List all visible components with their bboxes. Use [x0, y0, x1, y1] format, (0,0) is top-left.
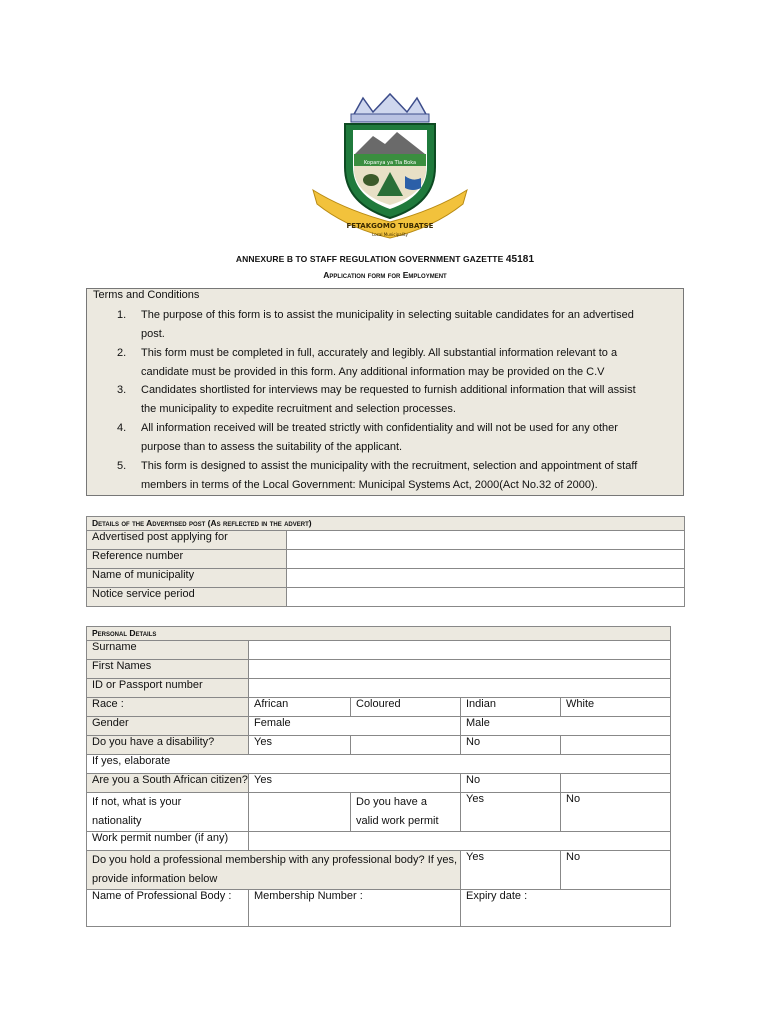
- label-professional-line1: Do you hold a professional membership with any professional body? If yes,: [92, 854, 458, 866]
- label-work-permit: [351, 793, 461, 832]
- municipality-field[interactable]: [287, 569, 685, 588]
- label-advertised-post: Advertised post applying for: [87, 531, 287, 550]
- professional-body-field[interactable]: [87, 890, 249, 927]
- advertised-post-field[interactable]: [287, 531, 685, 550]
- expiry-date-field[interactable]: [461, 890, 671, 927]
- work-permit-yes[interactable]: Yes: [461, 793, 561, 832]
- label-elaborate: If yes, elaborate: [92, 755, 171, 767]
- disability-elaborate-field[interactable]: [87, 755, 671, 774]
- citizen-yes[interactable]: Yes: [249, 774, 461, 793]
- id-number-field[interactable]: [249, 679, 671, 698]
- terms-label: Terms and Conditions: [93, 289, 200, 301]
- annexure-text: ANNEXURE B TO STAFF REGULATION GOVERNMENT GAZETTE: [235, 254, 504, 264]
- term-text: members in terms of the Local Government: Municipal Systems Act, 2000(Act No.32 of 2000).: [141, 479, 598, 491]
- term-number: 3.: [117, 384, 127, 396]
- label-professional-line2: provide information below: [92, 873, 218, 885]
- label-reference-number: Reference number: [87, 550, 287, 569]
- municipality-crest: [305, 92, 475, 242]
- label-municipality: Name of municipality: [87, 569, 287, 588]
- svg-text:Kopanya ya Tla Boka: Kopanya ya Tla Boka: [363, 160, 417, 166]
- term-text: Candidates shortlisted for interviews may be requested to furnish additional information that will assist: [141, 384, 636, 396]
- label-expiry-date: Expiry date :: [466, 890, 528, 902]
- citizen-no-box[interactable]: [561, 774, 671, 793]
- svg-text:Local Municipality: Local Municipality: [372, 232, 408, 237]
- reference-number-field[interactable]: [287, 550, 685, 569]
- professional-no[interactable]: No: [561, 851, 671, 890]
- label-nationality-line2: nationality: [92, 815, 142, 827]
- term-number: 2.: [117, 347, 127, 359]
- personal-details-heading: [87, 627, 671, 641]
- form-title: [0, 270, 770, 280]
- svg-text:FETAKGOMO TUBATSE: FETAKGOMO TUBATSE: [346, 222, 434, 230]
- nationality-field[interactable]: [249, 793, 351, 832]
- label-work-permit-line1: Do you have a: [356, 796, 427, 808]
- first-names-field[interactable]: [249, 660, 671, 679]
- notice-period-field[interactable]: [287, 588, 685, 607]
- label-professional-body: Name of Professional Body :: [92, 890, 232, 902]
- term-text: the municipality to expedite recruitment and selection processes.: [141, 403, 456, 415]
- race-option-coloured[interactable]: Coloured: [351, 698, 461, 717]
- annexure-heading: [0, 254, 770, 265]
- label-id-number: ID or Passport number: [87, 679, 249, 698]
- label-gender: Gender: [87, 717, 249, 736]
- disability-yes[interactable]: Yes: [249, 736, 351, 755]
- race-option-white[interactable]: White: [561, 698, 671, 717]
- label-citizen: Are you a South African citizen?: [87, 774, 249, 793]
- label-race: Race :: [87, 698, 249, 717]
- label-work-permit-number: Work permit number (if any): [87, 832, 249, 851]
- term-text: This form must be completed in full, accurately and legibly. All substantial information relevant to a: [141, 347, 618, 359]
- membership-number-field[interactable]: [249, 890, 461, 927]
- advertised-post-heading: [87, 517, 685, 531]
- term-number: 1.: [117, 309, 127, 321]
- disability-no[interactable]: No: [461, 736, 561, 755]
- disability-yes-box[interactable]: [351, 736, 461, 755]
- advertised-post-heading-text: Details of the Advertised post (As reflected in the advert): [92, 518, 312, 528]
- gazette-number: 45181: [505, 254, 535, 265]
- work-permit-no[interactable]: No: [561, 793, 671, 832]
- citizen-no[interactable]: No: [461, 774, 561, 793]
- label-first-names: First Names: [87, 660, 249, 679]
- label-surname: Surname: [87, 641, 249, 660]
- label-nationality-line1: If not, what is your: [92, 796, 182, 808]
- surname-field[interactable]: [249, 641, 671, 660]
- form-title-text: Application form for Employment: [323, 270, 447, 280]
- term-text: This form is designed to assist the municipality with the recruitment, selection and appointment of staff: [141, 460, 638, 472]
- personal-details-table: [86, 626, 671, 927]
- race-option-indian[interactable]: Indian: [461, 698, 561, 717]
- work-permit-number-field[interactable]: [249, 832, 671, 851]
- personal-details-heading-text: Personal Details: [92, 628, 157, 638]
- term-text: post.: [141, 328, 165, 340]
- label-disability: Do you have a disability?: [87, 736, 249, 755]
- term-text: purpose than to assess the suitability of the applicant.: [141, 441, 403, 453]
- term-number: 4.: [117, 422, 127, 434]
- label-professional-membership: [87, 851, 461, 890]
- race-option-african[interactable]: African: [249, 698, 351, 717]
- term-text: The purpose of this form is to assist the municipality in selecting suitable candidates for an advertised: [141, 309, 634, 321]
- gender-option-female[interactable]: Female: [249, 717, 461, 736]
- term-text: candidate must be provided in this form. Any additional information may be provided on the C.V: [141, 366, 605, 378]
- professional-yes[interactable]: Yes: [461, 851, 561, 890]
- advertised-post-table: [86, 516, 685, 607]
- disability-no-box[interactable]: [561, 736, 671, 755]
- gender-option-male[interactable]: Male: [461, 717, 671, 736]
- label-membership-number: Membership Number :: [254, 890, 363, 902]
- label-work-permit-line2: valid work permit: [356, 815, 439, 827]
- label-notice-period: Notice service period: [87, 588, 287, 607]
- term-text: All information received will be treated strictly with confidentiality and will not be used for any other: [141, 422, 618, 434]
- term-number: 5.: [117, 460, 127, 472]
- label-nationality: [87, 793, 249, 832]
